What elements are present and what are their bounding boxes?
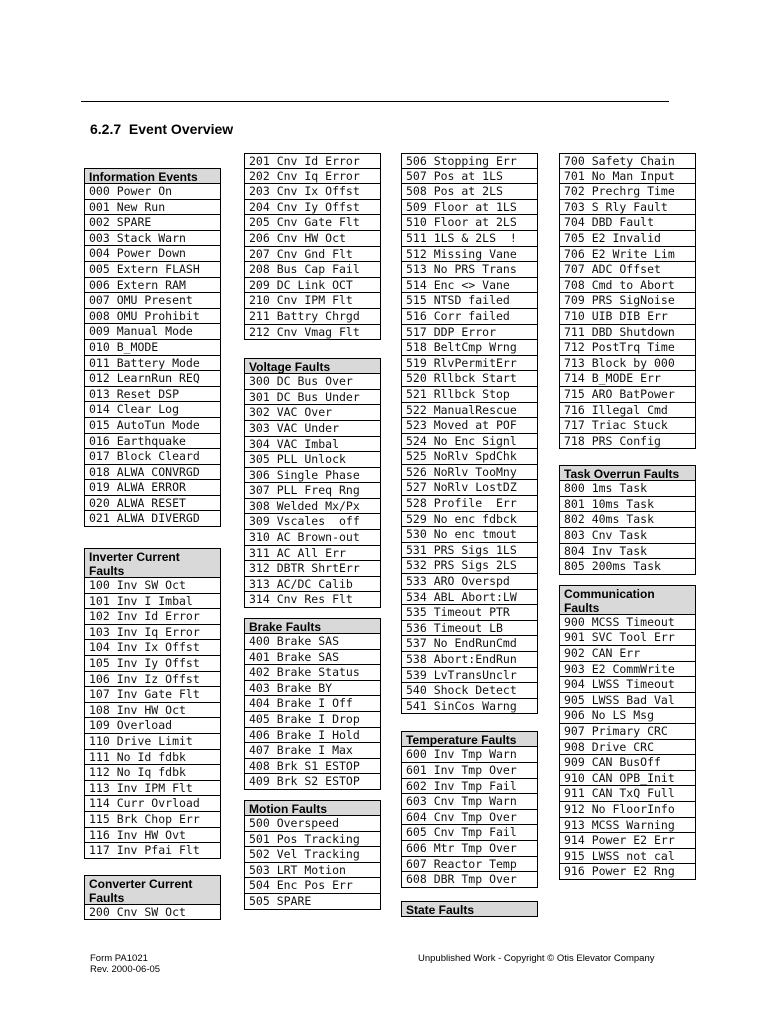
event-row: 914 Power E2 Err — [559, 833, 696, 849]
event-row: 015 AutoTun Mode — [84, 418, 221, 434]
event-row: 704 DBD Fault — [559, 215, 696, 231]
event-row: 114 Curr Ovrload — [84, 796, 221, 812]
event-group — [244, 153, 381, 340]
event-row: 018 ALWA CONVRGD — [84, 465, 221, 481]
event-row: 511 1LS & 2LS ! — [401, 231, 538, 247]
event-row: 717 Triac Stuck — [559, 418, 696, 434]
event-row: 201 Cnv Id Error — [244, 153, 381, 169]
event-row: 011 Battery Mode — [84, 356, 221, 372]
event-row: 538 Abort:EndRun — [401, 652, 538, 668]
section-number: 6.2.7 — [90, 121, 122, 137]
event-row: 408 Brk S1 ESTOP — [244, 759, 381, 775]
event-row: 526 NoRlv TooMny — [401, 465, 538, 481]
event-row: 500 Overspeed — [244, 816, 381, 832]
event-row: 539 LvTransUnclr — [401, 668, 538, 684]
event-group — [401, 901, 538, 917]
event-row: 516 Corr failed — [401, 309, 538, 325]
event-row: 910 CAN OPB_Init — [559, 771, 696, 787]
event-row: 602 Inv Tmp Fail — [401, 779, 538, 795]
event-row: 115 Brk Chop Err — [84, 812, 221, 828]
event-row: 401 Brake SAS — [244, 650, 381, 666]
event-row: 702 Prechrg Time — [559, 184, 696, 200]
event-row: 712 PostTrq Time — [559, 340, 696, 356]
event-row: 903 E2 CommWrite — [559, 662, 696, 678]
event-group-header: Motion Faults — [244, 800, 381, 816]
event-row: 601 Inv Tmp Over — [401, 763, 538, 779]
event-row: 100 Inv SW Oct — [84, 578, 221, 594]
event-row: 701 No Man Input — [559, 169, 696, 185]
event-row: 907 Primary CRC — [559, 724, 696, 740]
event-row: 300 DC Bus Over — [244, 374, 381, 390]
footer-copyright: Unpublished Work - Copyright © Otis Elevator Company — [418, 953, 655, 964]
event-row: 014 Clear Log — [84, 402, 221, 418]
event-row: 535 Timeout PTR — [401, 605, 538, 621]
event-row: 518 BeltCmp Wrng — [401, 340, 538, 356]
event-row: 104 Inv Ix Offst — [84, 640, 221, 656]
event-row: 112 No Iq fdbk — [84, 765, 221, 781]
event-row: 212 Cnv Vmag Flt — [244, 325, 381, 341]
event-row: 508 Pos at 2LS — [401, 184, 538, 200]
event-row: 607 Reactor Temp — [401, 857, 538, 873]
event-row: 021 ALWA DIVERGD — [84, 511, 221, 527]
event-row: 202 Cnv Iq Error — [244, 169, 381, 185]
event-row: 402 Brake Status — [244, 665, 381, 681]
event-row: 005 Extern FLASH — [84, 262, 221, 278]
event-row: 001 New Run — [84, 200, 221, 216]
event-row: 913 MCSS Warning — [559, 818, 696, 834]
event-row: 537 No EndRunCmd — [401, 636, 538, 652]
event-row: 305 PLL Unlock — [244, 452, 381, 468]
event-row: 911 CAN TxQ Full — [559, 786, 696, 802]
event-row: 003 Stack Warn — [84, 231, 221, 247]
event-row: 507 Pos at 1LS — [401, 169, 538, 185]
event-row: 105 Inv Iy Offst — [84, 656, 221, 672]
event-row: 916 Power E2 Rng — [559, 864, 696, 880]
event-row: 506 Stopping Err — [401, 153, 538, 169]
event-row: 608 DBR Tmp Over — [401, 872, 538, 888]
event-row: 313 AC/DC Calib — [244, 577, 381, 593]
event-row: 108 Inv HW Oct — [84, 703, 221, 719]
event-row: 714 B_MODE Err — [559, 371, 696, 387]
form-number: Form PA1021 — [90, 953, 148, 964]
event-row: 710 UIB DIB Err — [559, 309, 696, 325]
event-row: 707 ADC Offset — [559, 262, 696, 278]
event-row: 711 DBD Shutdown — [559, 325, 696, 341]
event-row: 008 OMU Prohibit — [84, 309, 221, 325]
event-row: 210 Cnv IPM Flt — [244, 293, 381, 309]
event-row: 510 Floor at 2LS — [401, 215, 538, 231]
event-row: 600 Inv Tmp Warn — [401, 747, 538, 763]
event-row: 207 Cnv Gnd Flt — [244, 247, 381, 263]
event-row: 605 Cnv Tmp Fail — [401, 825, 538, 841]
event-row: 503 LRT Motion — [244, 863, 381, 879]
event-row: 302 VAC Over — [244, 405, 381, 421]
event-row: 915 LWSS not cal — [559, 849, 696, 865]
event-row: 019 ALWA ERROR — [84, 480, 221, 496]
event-row: 527 NoRlv LostDZ — [401, 480, 538, 496]
event-row: 718 PRS Config — [559, 434, 696, 450]
event-row: 521 Rllbck Stop — [401, 387, 538, 403]
events-column-4 — [559, 153, 696, 880]
event-row: 406 Brake I Hold — [244, 728, 381, 744]
event-row: 713 Block by 000 — [559, 356, 696, 372]
section-title: Event Overview — [128, 121, 234, 137]
event-row: 904 LWSS Timeout — [559, 677, 696, 693]
event-row: 306 Single Phase — [244, 468, 381, 484]
event-row: 101 Inv I Imbal — [84, 594, 221, 610]
event-row: 512 Missing Vane — [401, 247, 538, 263]
event-row: 407 Brake I Max — [244, 743, 381, 759]
event-row: 536 Timeout LB — [401, 621, 538, 637]
event-row: 708 Cmd to Abort — [559, 278, 696, 294]
event-group-header: Information Events — [84, 168, 221, 184]
event-group — [401, 731, 538, 887]
event-row: 205 Cnv Gate Flt — [244, 215, 381, 231]
event-row: 311 AC All Err — [244, 546, 381, 562]
event-row: 524 No Enc Signl — [401, 434, 538, 450]
event-row: 109 Overload — [84, 718, 221, 734]
event-row: 604 Cnv Tmp Over — [401, 810, 538, 826]
events-column-1 — [84, 168, 221, 920]
event-row: 102 Inv Id Error — [84, 609, 221, 625]
event-row: 116 Inv HW Ovt — [84, 828, 221, 844]
event-row: 310 AC Brown-out — [244, 530, 381, 546]
event-row: 705 E2 Invalid — [559, 231, 696, 247]
event-group-header: Voltage Faults — [244, 358, 381, 374]
event-row: 706 E2 Write Lim — [559, 247, 696, 263]
event-group-header: Converter Current Faults — [84, 875, 221, 905]
event-row: 603 Cnv Tmp Warn — [401, 794, 538, 810]
event-row: 308 Welded Mx/Px — [244, 499, 381, 515]
events-column-3 — [401, 153, 538, 917]
event-row: 541 SinCos Warng — [401, 699, 538, 715]
event-row: 802 40ms Task — [559, 512, 696, 528]
event-group — [559, 585, 696, 880]
event-row: 307 PLL Freq Rng — [244, 483, 381, 499]
event-group — [244, 800, 381, 910]
event-row: 000 Power On — [84, 184, 221, 200]
event-row: 409 Brk S2 ESTOP — [244, 774, 381, 790]
event-row: 532 PRS Sigs 2LS — [401, 558, 538, 574]
event-row: 540 Shock Detect — [401, 683, 538, 699]
event-row: 803 Cnv Task — [559, 528, 696, 544]
event-row: 203 Cnv Ix Offst — [244, 184, 381, 200]
event-row: 509 Floor at 1LS — [401, 200, 538, 216]
event-row: 716 Illegal Cmd — [559, 403, 696, 419]
event-row: 912 No FloorInfo — [559, 802, 696, 818]
event-group-header: State Faults — [401, 901, 538, 917]
event-row: 515 NTSD failed — [401, 293, 538, 309]
event-group — [84, 168, 221, 527]
event-group-header: Temperature Faults — [401, 731, 538, 747]
event-row: 211 Battry Chrgd — [244, 309, 381, 325]
event-row: 403 Brake BY — [244, 681, 381, 697]
event-row: 301 DC Bus Under — [244, 390, 381, 406]
event-row: 517 DDP Error — [401, 325, 538, 341]
event-row: 505 SPARE — [244, 894, 381, 910]
event-row: 013 Reset DSP — [84, 387, 221, 403]
event-row: 513 No PRS Trans — [401, 262, 538, 278]
event-row: 012 LearnRun REQ — [84, 371, 221, 387]
event-row: 010 B_MODE — [84, 340, 221, 356]
footer-form-info — [90, 953, 160, 975]
event-row: 504 Enc Pos Err — [244, 878, 381, 894]
event-row: 606 Mtr Tmp Over — [401, 841, 538, 857]
event-row: 303 VAC Under — [244, 421, 381, 437]
event-row: 312 DBTR ShrtErr — [244, 561, 381, 577]
event-group — [559, 465, 696, 575]
event-row: 304 VAC Imbal — [244, 437, 381, 453]
event-group — [244, 618, 381, 790]
event-row: 905 LWSS Bad Val — [559, 693, 696, 709]
event-row: 113 Inv IPM Flt — [84, 781, 221, 797]
top-rule — [81, 101, 669, 102]
event-row: 703 S Rly Fault — [559, 200, 696, 216]
event-row: 017 Block Cleard — [84, 449, 221, 465]
event-row: 009 Manual Mode — [84, 324, 221, 340]
event-group-header: Inverter Current Faults — [84, 548, 221, 578]
event-row: 534 ABL Abort:LW — [401, 590, 538, 606]
event-row: 805 200ms Task — [559, 559, 696, 575]
event-row: 200 Cnv SW Oct — [84, 905, 221, 921]
event-row: 103 Inv Iq Error — [84, 625, 221, 641]
event-row: 801 10ms Task — [559, 497, 696, 513]
event-row: 501 Pos Tracking — [244, 832, 381, 848]
event-group-header: Communication Faults — [559, 585, 696, 615]
events-column-2 — [244, 153, 381, 910]
event-row: 404 Brake I Off — [244, 696, 381, 712]
revision-date: Rev. 2000-06-05 — [90, 964, 161, 975]
event-row: 804 Inv Task — [559, 544, 696, 560]
event-row: 533 ARO Overspd — [401, 574, 538, 590]
event-row: 519 RlvPermitErr — [401, 356, 538, 372]
event-row: 002 SPARE — [84, 215, 221, 231]
event-row: 520 Rllbck Start — [401, 371, 538, 387]
event-row: 020 ALWA RESET — [84, 496, 221, 512]
event-row: 514 Enc <> Vane — [401, 278, 538, 294]
event-row: 204 Cnv Iy Offst — [244, 200, 381, 216]
event-row: 309 Vscales off — [244, 514, 381, 530]
event-row: 901 SVC Tool Err — [559, 630, 696, 646]
event-row: 502 Vel Tracking — [244, 847, 381, 863]
event-group — [244, 358, 381, 608]
event-group-header: Task Overrun Faults — [559, 465, 696, 481]
event-row: 902 CAN Err — [559, 646, 696, 662]
event-row: 117 Inv Pfai Flt — [84, 843, 221, 859]
event-row: 405 Brake I Drop — [244, 712, 381, 728]
event-row: 522 ManualRescue — [401, 403, 538, 419]
event-row: 400 Brake SAS — [244, 634, 381, 650]
event-row: 530 No enc tmout — [401, 527, 538, 543]
event-row: 525 NoRlv SpdChk — [401, 449, 538, 465]
event-group — [559, 153, 696, 449]
event-row: 528 Profile Err — [401, 496, 538, 512]
event-row: 209 DC Link OCT — [244, 278, 381, 294]
event-row: 529 No enc fdbck — [401, 512, 538, 528]
event-row: 110 Drive Limit — [84, 734, 221, 750]
event-row: 523 Moved at POF — [401, 418, 538, 434]
event-row: 314 Cnv Res Flt — [244, 592, 381, 608]
event-row: 006 Extern RAM — [84, 278, 221, 294]
event-group — [84, 548, 221, 859]
event-group-header: Brake Faults — [244, 618, 381, 634]
event-row: 908 Drive CRC — [559, 740, 696, 756]
event-row: 531 PRS Sigs 1LS — [401, 543, 538, 559]
section-heading — [90, 121, 233, 137]
event-row: 900 MCSS Timeout — [559, 615, 696, 631]
event-row: 111 No Id fdbk — [84, 750, 221, 766]
event-row: 700 Safety Chain — [559, 153, 696, 169]
event-row: 800 1ms Task — [559, 481, 696, 497]
event-row: 004 Power Down — [84, 246, 221, 262]
event-row: 106 Inv Iz Offst — [84, 672, 221, 688]
event-row: 016 Earthquake — [84, 434, 221, 450]
event-row: 007 OMU Present — [84, 293, 221, 309]
event-row: 709 PRS SigNoise — [559, 293, 696, 309]
event-row: 909 CAN BusOff — [559, 755, 696, 771]
event-row: 208 Bus Cap Fail — [244, 262, 381, 278]
event-row: 715 ARO BatPower — [559, 387, 696, 403]
event-row: 107 Inv Gate Flt — [84, 687, 221, 703]
event-group — [84, 875, 221, 921]
event-row: 906 No LS Msg — [559, 708, 696, 724]
event-row: 206 Cnv HW Oct — [244, 231, 381, 247]
event-group — [401, 153, 538, 714]
